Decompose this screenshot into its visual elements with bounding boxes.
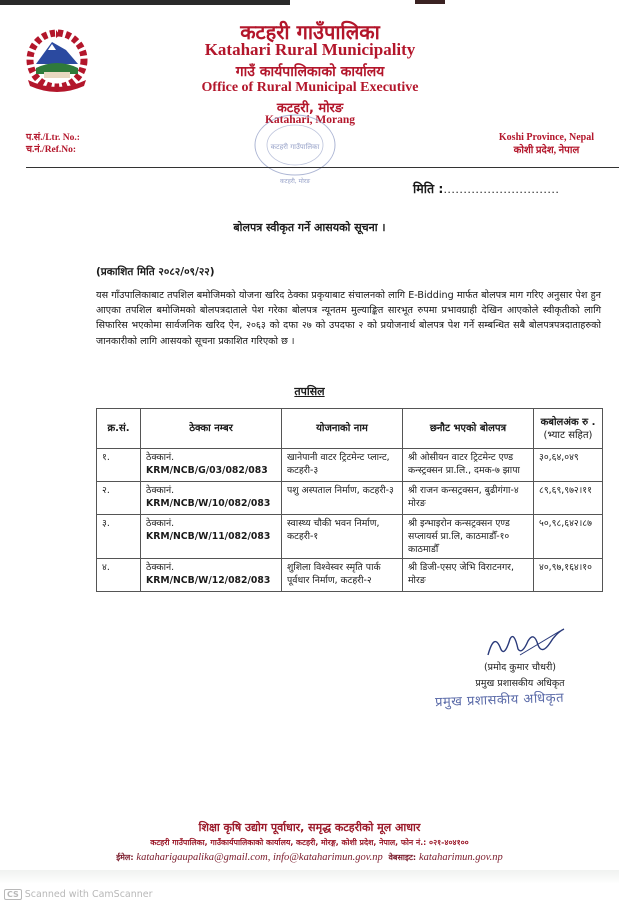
- footer-address: कटहरी गाउँपालिका, गाउँकार्यपालिकाको कार्यालय, कटहरी, मोरङ्ग, कोशी प्रदेश, नेपाल, फोन नं.: ०२१-४०४१००: [150, 838, 469, 847]
- camscanner-text: Scanned with CamScanner: [24, 889, 153, 900]
- place-np: कटहरी, मोरङ: [276, 101, 344, 116]
- office-seal-stamp: [235, 105, 355, 195]
- header-selected-bidder: छनौट भएको बोलपत्र: [403, 409, 534, 449]
- schedule-title: तपसिल: [294, 385, 325, 398]
- contract-label: ठेक्कानं.: [146, 452, 175, 463]
- office-name-en: Office of Rural Municipal Executive: [201, 80, 419, 95]
- table-row: [97, 482, 603, 515]
- header-bid-amount-line1: कबोलअंक रु .: [540, 416, 596, 428]
- contract-code: KRM/NCB/G/03/082/083: [146, 465, 268, 476]
- header-bid-amount-line2: (भ्याट सहित): [543, 429, 593, 441]
- bid-table: [96, 408, 603, 592]
- footer-slogan: शिक्षा कृषि उद्योग पूर्वाधार, समृद्ध कटहरीको मूल आधार: [198, 821, 421, 834]
- cell-serial: ३.: [97, 515, 141, 559]
- cell-amount: ५०,९८,६४२।८७: [534, 515, 603, 559]
- signatory-name: (प्रमोद कुमार चौधरी): [483, 662, 557, 673]
- email-label: ईमेल:: [116, 853, 134, 862]
- table-header-row: [97, 409, 603, 449]
- contract-label: ठेक्कानं.: [146, 562, 175, 573]
- letter-number-block: [26, 132, 80, 156]
- contract-label: ठेक्कानं.: [146, 518, 175, 529]
- contract-code: KRM/NCB/W/12/082/083: [146, 575, 271, 586]
- province-en: Koshi Province, Nepal: [498, 132, 594, 143]
- office-name-np: गाउँ कार्यपालिकाको कार्यालय: [235, 64, 385, 80]
- cell-bidder: श्री राजन कन्सट्रक्सन, बुढीगंगा-४ मोरङ: [403, 482, 534, 515]
- signatory-designation: प्रमुख प्रशासकीय अधिकृत: [475, 678, 565, 689]
- table-row: [97, 449, 603, 482]
- header-contract-number: ठेक्का नम्बर: [141, 409, 282, 449]
- website-link[interactable]: kataharimun.gov.np: [419, 852, 503, 863]
- reference-number-label: च.नं./Ref.No:: [26, 145, 77, 155]
- municipality-name-en: Katahari Rural Municipality: [204, 40, 416, 59]
- header-project-name: योजनाको नाम: [282, 409, 403, 449]
- designation-stamp: प्रमुख प्रशासकीय अधिकृत: [434, 690, 565, 711]
- scan-edge-top-right: [415, 0, 445, 4]
- scan-shadow: [0, 870, 619, 884]
- nepal-emblem-icon: [22, 28, 92, 96]
- cell-contract: [141, 559, 282, 592]
- cell-amount: ४०,९७,१६४।१०: [534, 559, 603, 592]
- cell-contract: [141, 515, 282, 559]
- date-field: [413, 180, 559, 197]
- cell-contract: [141, 482, 282, 515]
- scan-edge-top: [0, 0, 290, 5]
- cell-bidder: श्री डिजी-एसए जेभि विराटनगर, मोरङ: [403, 559, 534, 592]
- cell-project: पशु अस्पताल निर्माण, कटहरी-३: [282, 482, 403, 515]
- camscanner-watermark: [4, 889, 153, 900]
- cell-project: स्वास्थ्य चौकी भवन निर्माण, कटहरी-१: [282, 515, 403, 559]
- cell-amount: ३०,६४,०४९: [534, 449, 603, 482]
- contract-code: KRM/NCB/W/11/082/083: [146, 531, 271, 542]
- date-label: मिति :: [413, 181, 444, 196]
- cell-amount: ८९,६९,९७२।११: [534, 482, 603, 515]
- table-row: [97, 515, 603, 559]
- cell-project: शुशिला विश्वेस्वर स्मृति पार्क पूर्वधार निर्माण, कटहरी-२: [282, 559, 403, 592]
- place-en: Katahari, Morang: [264, 114, 356, 126]
- footer-contact: [0, 852, 619, 863]
- province-block: [499, 131, 594, 157]
- cell-serial: २.: [97, 482, 141, 515]
- header-divider: [26, 167, 619, 168]
- email-links[interactable]: kataharigaupalika@gmail.com, info@kataharimun.gov.np: [136, 852, 383, 863]
- cell-bidder: श्री ओसीयन वाटर ट्रिटमेन्ट एण्ड कन्स्ट्रक्सन प्रा.लि., दमक-७ झापा: [403, 449, 534, 482]
- cell-serial: ४.: [97, 559, 141, 592]
- cell-serial: १.: [97, 449, 141, 482]
- website-label: वेबसाइट:: [388, 853, 417, 862]
- notice-subject: बोलपत्र स्वीकृत गर्ने आसयको सूचना ।: [233, 221, 386, 234]
- letter-number-label: प.सं./Ltr. No.:: [26, 133, 80, 143]
- date-blank: .............................: [443, 183, 560, 196]
- contract-label: ठेक्कानं.: [146, 485, 175, 496]
- table-row: [97, 559, 603, 592]
- published-date: (प्रकाशित मिति २०८२/०९/२२): [96, 266, 215, 278]
- header-bid-amount: [534, 409, 603, 449]
- svg-text:कटहरी गाउँपालिका: कटहरी गाउँपालिका: [270, 143, 320, 151]
- municipality-name-np: कटहरी गाउँपालिका: [240, 20, 380, 44]
- notice-body: यस गाँउपालिकाबाट तपशिल बमोजिमको योजना खरिद ठेक्का प्रकृयाबाट संचालनको लागि E-Bidding मार्फत बोलपत्र माग गरिए अनुसार पेश हुन आएका तपशिल बमोजिमको बोलपत्रदाताले पेश गरेका बोलपत्र न्यूनतम मुल्याङ्कित सारभूत रुपमा प्रभावग्राही देखिन आएकोले स्वीकृतीको लागि सिफारिस भएकोमा सार्वजनिक खरिद ऐन, २०६३ को दफा २७ को उपदफा २ को प्रयोजनार्थ बोलपत्र पेश गर्ने सम्बन्धित सबै बोलपत्रपत्रदाताहरुको जानकारीको लागि आसयको सूचना प्रकाशित गरिएको छ ।: [96, 290, 601, 347]
- camscanner-logo-icon: CS: [4, 889, 22, 900]
- cell-project: खानेपानी वाटर ट्रिटमेन्ट प्लान्ट, कटहरी-३: [282, 449, 403, 482]
- province-np: कोशी प्रदेश, नेपाल: [513, 145, 580, 156]
- contract-code: KRM/NCB/W/10/082/083: [146, 498, 271, 509]
- svg-text:कटहरी, मोरङ: कटहरी, मोरङ: [279, 178, 311, 185]
- header-serial: क्र.सं.: [97, 409, 141, 449]
- handwritten-signature: [480, 625, 570, 665]
- cell-bidder: श्री इन्भाइरोन कन्सट्रक्सन एण्ड सप्लायर्स प्रा.लि, काठमाडौँ-१० काठमाडौँ: [403, 515, 534, 559]
- cell-contract: [141, 449, 282, 482]
